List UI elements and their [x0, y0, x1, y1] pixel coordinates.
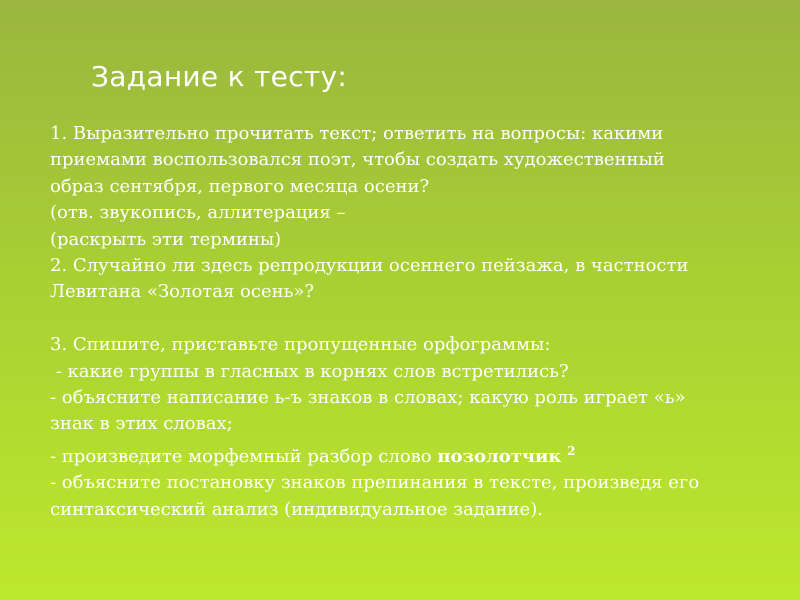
question-1-line-1: 1. Выразительно прочитать текст; ответить на вопросы: какими: [50, 123, 664, 144]
question-3-line-4: знак в этих словах;: [50, 413, 233, 435]
question-3-line-2: - какие группы в гласных в корнях слов встретились?: [50, 360, 569, 382]
question-3-line-6: - объясните постановку знаков препинания в тексте, произведя его: [50, 472, 700, 494]
question-2-line-1: 2. Случайно ли здесь репродукции осеннего пейзажа, в частности: [50, 255, 689, 277]
footnote-marker: 2: [567, 443, 576, 458]
question-3-line-3: - объясните написание ь-ъ знаков в словах; какую роль играет «ь»: [50, 387, 686, 409]
assignment-text: [50, 121, 790, 523]
question-1-line-2: приемами воспользовался поэт, чтобы создать художественный: [50, 149, 665, 171]
question-3-line-1: 3. Спишите, приставьте пропущенные орфограммы:: [50, 334, 551, 356]
slide-title: Задание к тесту:: [91, 60, 348, 93]
question-3-line-7: синтаксический анализ (индивидуальное задание).: [50, 498, 543, 520]
question-2-line-2: Левитана «Золотая осень»?: [50, 281, 315, 303]
paragraph-gap: [50, 306, 790, 332]
target-word: позолотчик: [437, 445, 562, 467]
question-1-answer-hint: (отв. звукопись, аллитерация –: [50, 202, 346, 224]
question-1-line-3: образ сентября, первого месяца осени?: [50, 175, 430, 197]
question-1-answer-note: (раскрыть эти термины): [50, 228, 282, 250]
question-3-line-5: [50, 438, 790, 470]
morpheme-task-text: - произведите морфемный разбор слово: [50, 445, 438, 467]
